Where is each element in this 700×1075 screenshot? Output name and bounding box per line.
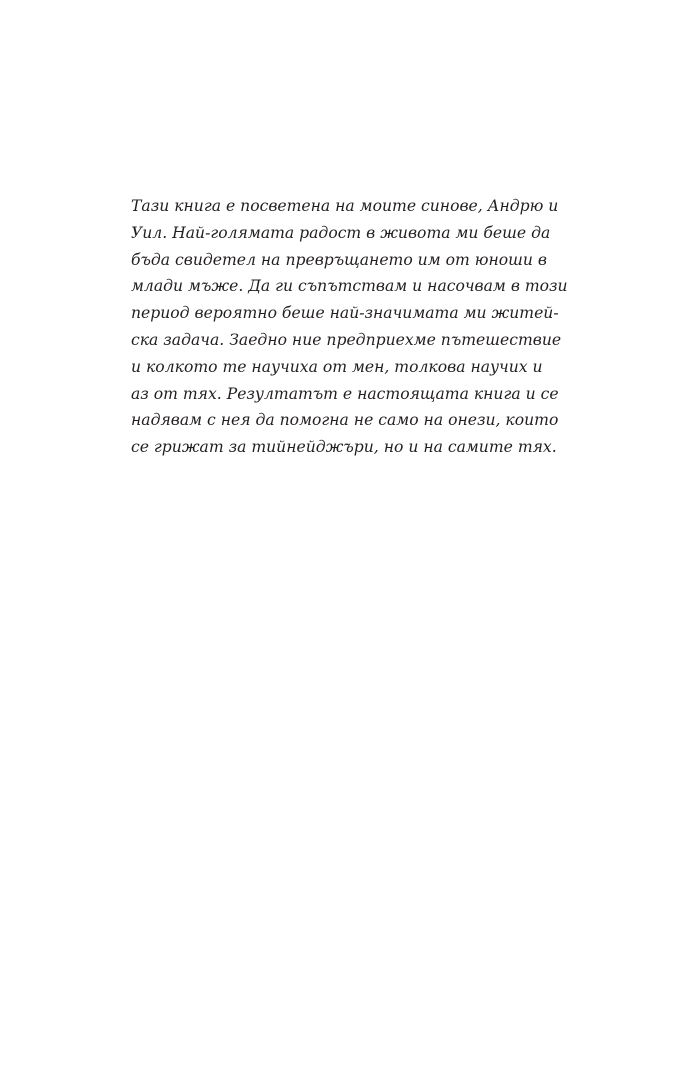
- dedication-line: период вероятно беше най-значимата ми житей-: [131, 304, 559, 323]
- dedication-line: ска задача. Заедно ние предприехме пътешествие: [131, 330, 562, 349]
- dedication-line: и колкото те научиха от мен, толкова научих и: [131, 357, 543, 376]
- dedication-line: надявам с нея да помогна не само на онези, които: [131, 411, 559, 430]
- dedication-line: Уил. Най-голямата радост в живота ми беше да: [131, 223, 551, 242]
- dedication-line: се грижат за тийнейджъри, но и на самите тях.: [131, 438, 557, 457]
- dedication-line: Тази книга е посветена на моите синове, Андрю и: [131, 197, 559, 215]
- dedication-text: [131, 193, 568, 461]
- dedication-line: млади мъже. Да ги съпътствам и насочвам в този: [131, 277, 568, 296]
- dedication-line: аз от тях. Резултатът е настоящата книга и се: [131, 384, 559, 403]
- dedication-line: бъда свидетел на превръщането им от юноши в: [131, 250, 547, 269]
